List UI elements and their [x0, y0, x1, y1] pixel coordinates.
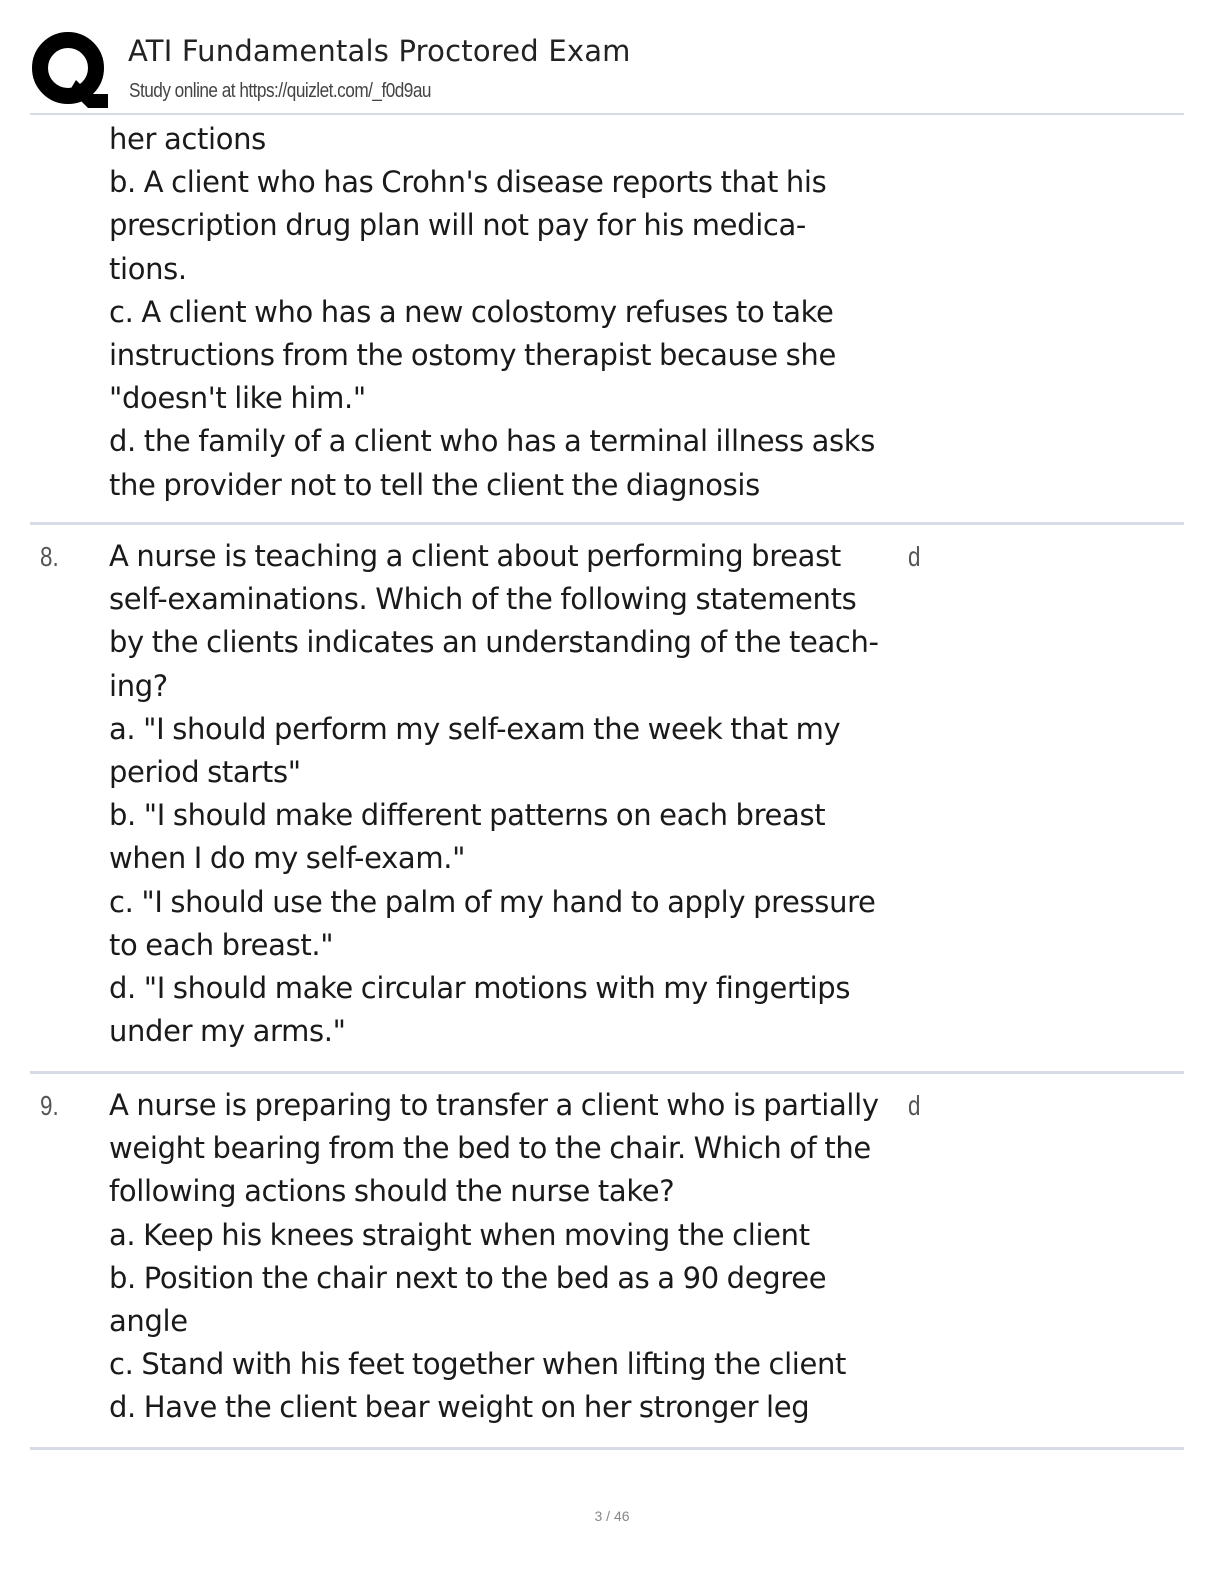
question-text — [109, 1084, 909, 1430]
question-line: c. "I should use the palm of my hand to apply pressure — [109, 884, 876, 919]
question-line: by the clients indicates an understanding of the teach- — [109, 625, 879, 660]
question-line: tions. — [109, 251, 187, 286]
question-number: 8. — [40, 541, 59, 572]
answer-text: d — [908, 1090, 921, 1121]
quizlet-logo-icon — [32, 32, 108, 108]
question-number: 9. — [40, 1090, 59, 1121]
question-line: under my arms." — [109, 1014, 346, 1049]
question-line: c. Stand with his feet together when lifting the client — [109, 1347, 847, 1382]
question-line: A nurse is preparing to transfer a client who is partially — [109, 1088, 879, 1122]
question-line: A nurse is teaching a client about performing breast — [109, 539, 841, 573]
question-line: following actions should the nurse take? — [109, 1174, 675, 1209]
page-header — [30, 28, 1184, 114]
question-line: angle — [109, 1304, 188, 1339]
question-card-9 — [30, 1074, 1184, 1454]
question-line: when I do my self-exam." — [109, 841, 466, 876]
question-line: self-examinations. Which of the following statements — [109, 582, 857, 617]
answer-text: d — [908, 541, 921, 572]
question-line: a. Keep his knees straight when moving the client — [109, 1217, 810, 1252]
question-line: b. Position the chair next to the bed as a 90 degree — [109, 1260, 827, 1295]
question-line: c. A client who has a new colostomy refuses to take — [109, 294, 834, 329]
question-line: the provider not to tell the client the diagnosis — [109, 467, 760, 502]
card-divider — [30, 1447, 1184, 1450]
question-line: d. "I should make circular motions with my fingertips — [109, 971, 851, 1006]
question-line: instructions from the ostomy therapist because she — [109, 338, 836, 373]
question-text — [109, 118, 909, 507]
question-card-8 — [30, 525, 1184, 1077]
question-line: to each breast." — [109, 927, 334, 962]
question-text — [109, 535, 909, 1053]
question-line: d. Have the client bear weight on her stronger leg — [109, 1390, 810, 1425]
question-line: prescription drug plan will not pay for his medica- — [109, 208, 807, 243]
question-line: ing? — [109, 668, 168, 703]
question-line: b. "I should make different patterns on each breast — [109, 798, 826, 833]
question-line: a. "I should perform my self-exam the week that my — [109, 711, 841, 746]
question-line: d. the family of a client who has a terminal illness asks — [109, 424, 875, 459]
question-line: her actions — [109, 122, 266, 156]
question-line: weight bearing from the bed to the chair. Which of the — [109, 1131, 871, 1166]
question-line: "doesn't like him." — [109, 381, 366, 416]
study-online-link[interactable]: Study online at https://quizlet.com/_f0d9au — [129, 80, 431, 102]
question-line: b. A client who has Crohn's disease reports that his — [109, 165, 827, 200]
question-card-continued — [30, 115, 1184, 527]
page-number: 3 / 46 — [594, 1508, 630, 1524]
question-line: period starts" — [109, 755, 301, 790]
document-title: ATI Fundamentals Proctored Exam — [128, 34, 631, 68]
